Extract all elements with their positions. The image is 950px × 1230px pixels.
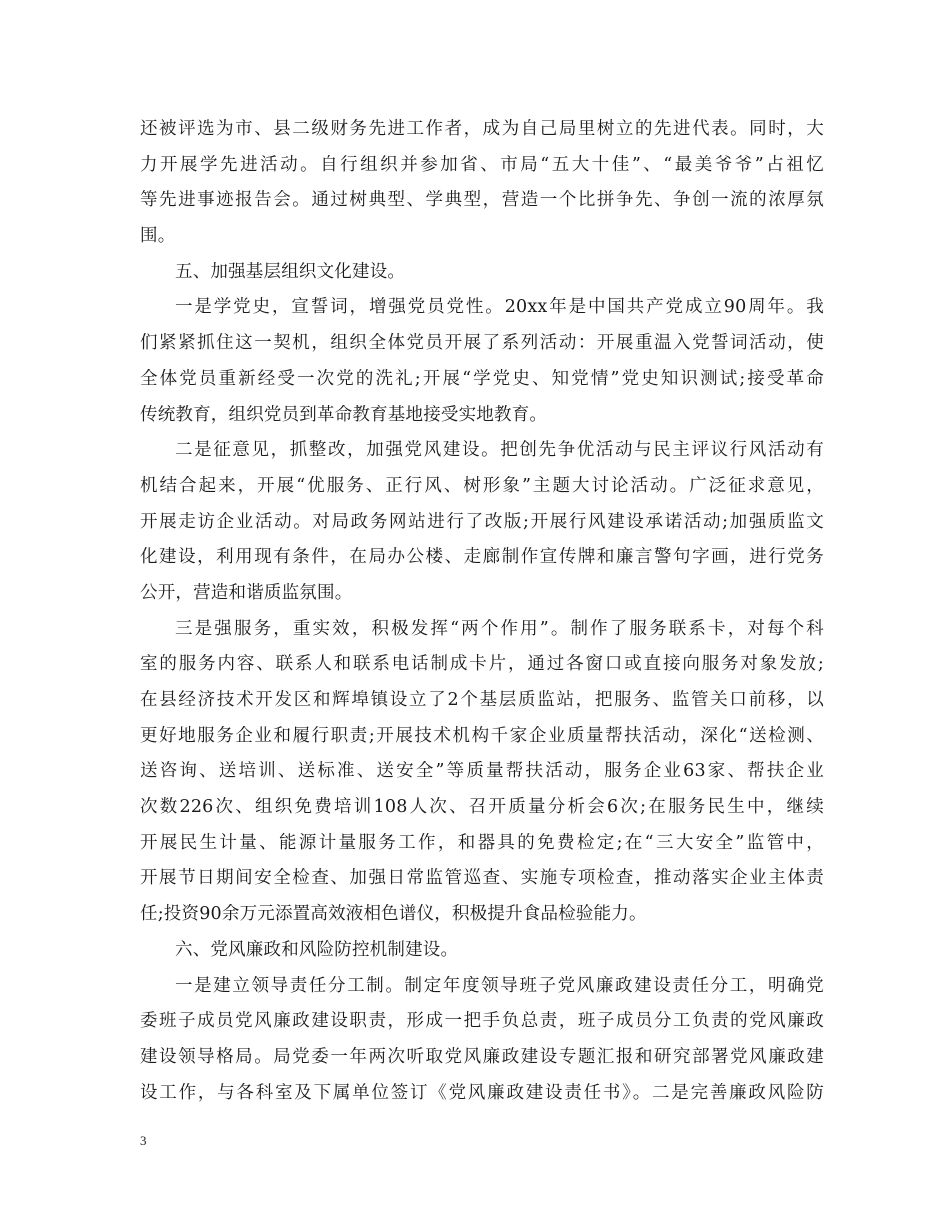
text-line: 在县经济技术开发区和辉埠镇设立了2个基层质监站，把服务、监管关口前移，以 <box>140 690 824 710</box>
text-line: 二是征意见，抓整改，加强党风建设。把创先争优活动与民主评议行风活动有 <box>175 440 824 461</box>
text-line: 化建设，利用现有条件，在局办公楼、走廊制作宣传牌和廉言警句字画，进行党务 <box>140 547 824 568</box>
text-line: 设工作，与各科室及下属单位签订《党风廉政建设责任书》。二是完善廉政风险防 <box>140 1082 824 1103</box>
text-line: 全体党员重新经受一次党的洗礼;开展“学党史、知党情”党史知识测试;接受革命 <box>140 368 824 389</box>
text-line: 机结合起来，开展“优服务、正行风、树形象”主题大讨论活动。广泛征求意见， <box>140 475 824 496</box>
text-line: 更好地服务企业和履行职责;开展技术机构千家企业质量帮扶活动，深化“送检测、 <box>140 725 824 746</box>
text-line: 六、党风廉政和风险防控机制建设。 <box>175 939 459 960</box>
text-line: 次数226次、组织免费培训108人次、召开质量分析会6次;在服务民生中，继续 <box>140 797 824 818</box>
text-line: 围。 <box>140 226 176 247</box>
text-line: 还被评选为市、县二级财务先进工作者，成为自己局里树立的先进代表。同时，大 <box>140 119 824 139</box>
text-line: 开展民生计量、能源计量服务工作，和器具的免费检定;在“三大安全”监管中， <box>140 832 824 853</box>
text-line: 开展走访企业活动。对局政务网站进行了改版;开展行风建设承诺活动;加强质监文 <box>140 511 824 532</box>
page-number: 3 <box>140 1133 147 1148</box>
text-line: 力开展学先进活动。自行组织并参加省、市局“五大十佳”、“最美爷爷”占祖忆 <box>140 154 824 175</box>
text-line: 建设领导格局。局党委一年两次听取党风廉政建设专题汇报和研究部署党风廉政建 <box>140 1046 824 1067</box>
text-line: 五、加强基层组织文化建设。 <box>175 261 406 282</box>
text-line: 送咨询、送培训、送标准、送安全”等质量帮扶活动，服务企业63家、帮扶企业 <box>140 761 824 782</box>
text-line: 一是学党史，宣誓词，增强党员党性。20xx年是中国共产党成立90周年。我 <box>175 297 824 318</box>
text-line: 等先进事迹报告会。通过树典型、学典型，营造一个比拼争先、争创一流的浓厚氛 <box>140 190 824 211</box>
text-line: 室的服务内容、联系人和联系电话制成卡片，通过各窗口或直接向服务对象发放; <box>140 654 824 675</box>
text-line: 委班子成员党风廉政建设职责，形成一把手负总责，班子成员分工负责的党风廉政 <box>140 1011 824 1032</box>
text-line: 们紧紧抓住这一契机，组织全体党员开展了系列活动：开展重温入党誓词活动，使 <box>140 333 824 354</box>
text-line: 一是建立领导责任分工制。制定年度领导班子党风廉政建设责任分工，明确党 <box>175 975 824 996</box>
text-line: 三是强服务，重实效，积极发挥“两个作用”。制作了服务联系卡，对每个科 <box>175 618 824 639</box>
text-line: 传统教育，组织党员到革命教育基地接受实地教育。 <box>140 404 548 425</box>
text-line: 开展节日期间安全检查、加强日常监管巡查、实施专项检查，推动落实企业主体责 <box>140 868 824 889</box>
text-line: 公开，营造和谐质监氛围。 <box>140 582 353 603</box>
text-line: 任;投资90余万元添置高效液相色谱仪，积极提升食品检验能力。 <box>140 904 647 925</box>
document-body <box>140 112 824 1111</box>
